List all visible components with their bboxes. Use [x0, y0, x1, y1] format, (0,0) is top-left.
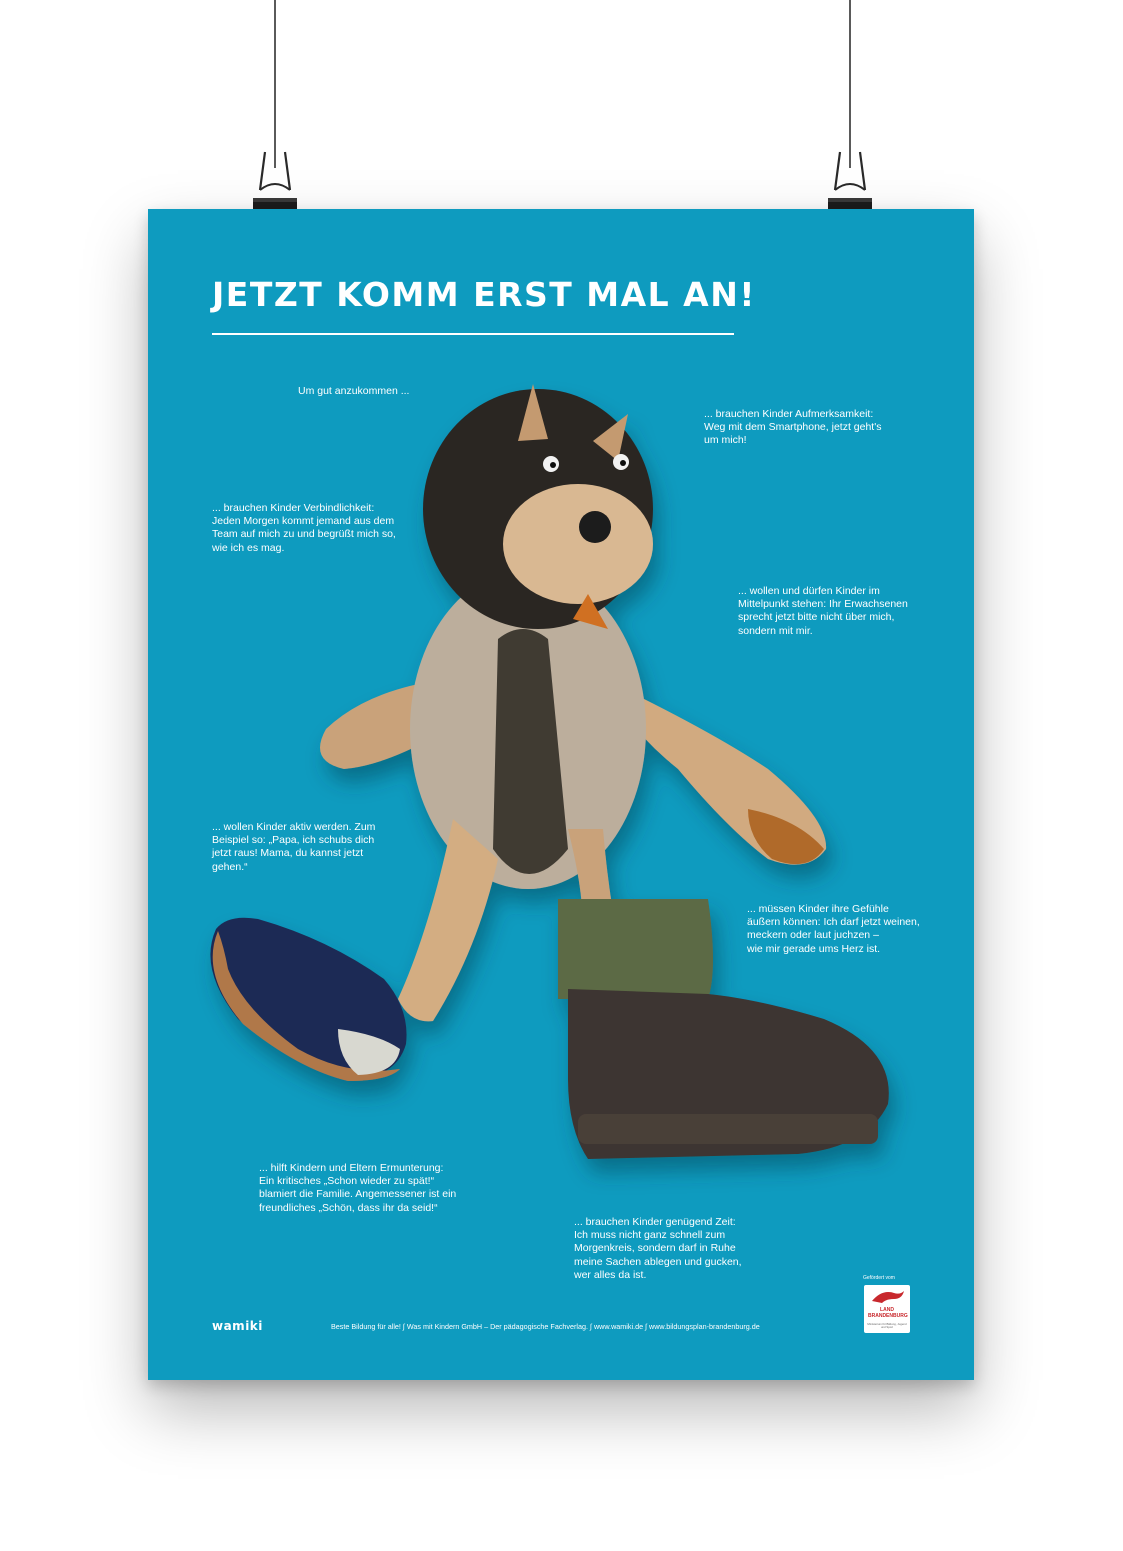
note-aufmerksamkeit: ... brauchen Kinder Aufmerksamkeit: Weg mit dem Smartphone, jetzt geht's um mich!	[704, 408, 882, 447]
intro-text: Um gut anzukommen ...	[298, 385, 410, 397]
logo-line-land: LAND	[880, 1307, 894, 1313]
note-mittelpunkt: ... wollen und dürfen Kinder im Mittelpunkt stehen: Ihr Erwachsenen sprecht jetzt bitte nicht über mich, sondern mit mir.	[738, 585, 908, 637]
note-zeit: ... brauchen Kinder genügend Zeit: Ich muss nicht ganz schnell zum Morgenkreis, sondern darf in Ruhe meine Sachen ablegen und gucken, wer alles da ist.	[574, 1216, 742, 1281]
logo-ministry-text: Ministerium für Bildung, Jugend und Sport	[867, 1322, 907, 1330]
poster-title: JETZT KOMM ERST MAL AN!	[212, 275, 756, 314]
hanging-wire-left	[274, 0, 276, 168]
funder-label: Gefördert vom	[863, 1275, 895, 1281]
wamiki-logo: wamiki	[212, 1319, 263, 1333]
note-ermunterung: ... hilft Kindern und Eltern Ermunterung: Ein kritisches „Schon wieder zu spät!“ blamiert die Familie. Angemessener ist ein freundliches „Schön, dass ihr da seid!“	[259, 1162, 457, 1214]
brandenburg-eagle-icon	[864, 1287, 910, 1307]
footer-text: Beste Bildung für alle! ∫ Was mit Kindern GmbH – Der pädagogische Fachverlag. ∫ www.wamiki.de ∫ www.bildungsplan-brandenburg.de	[331, 1322, 760, 1331]
logo-line-brandenburg: BRANDENBURG	[868, 1313, 908, 1319]
hanging-wire-right	[849, 0, 851, 168]
poster	[148, 209, 974, 1380]
brandenburg-logo	[864, 1285, 910, 1333]
note-aktiv-werden: ... wollen Kinder aktiv werden. Zum Beispiel so: „Papa, ich schubs dich jetzt raus! Mama, du kannst jetzt gehen.“	[212, 821, 376, 873]
note-verbindlichkeit: ... brauchen Kinder Verbindlichkeit: Jeden Morgen kommt jemand aus dem Team auf mich zu und begrüßt mich so, wie ich es mag.	[212, 502, 396, 554]
note-gefuehle: ... müssen Kinder ihre Gefühle äußern können: Ich darf jetzt weinen, meckern oder laut juchzen – wie mir gerade ums Herz ist.	[747, 903, 920, 955]
